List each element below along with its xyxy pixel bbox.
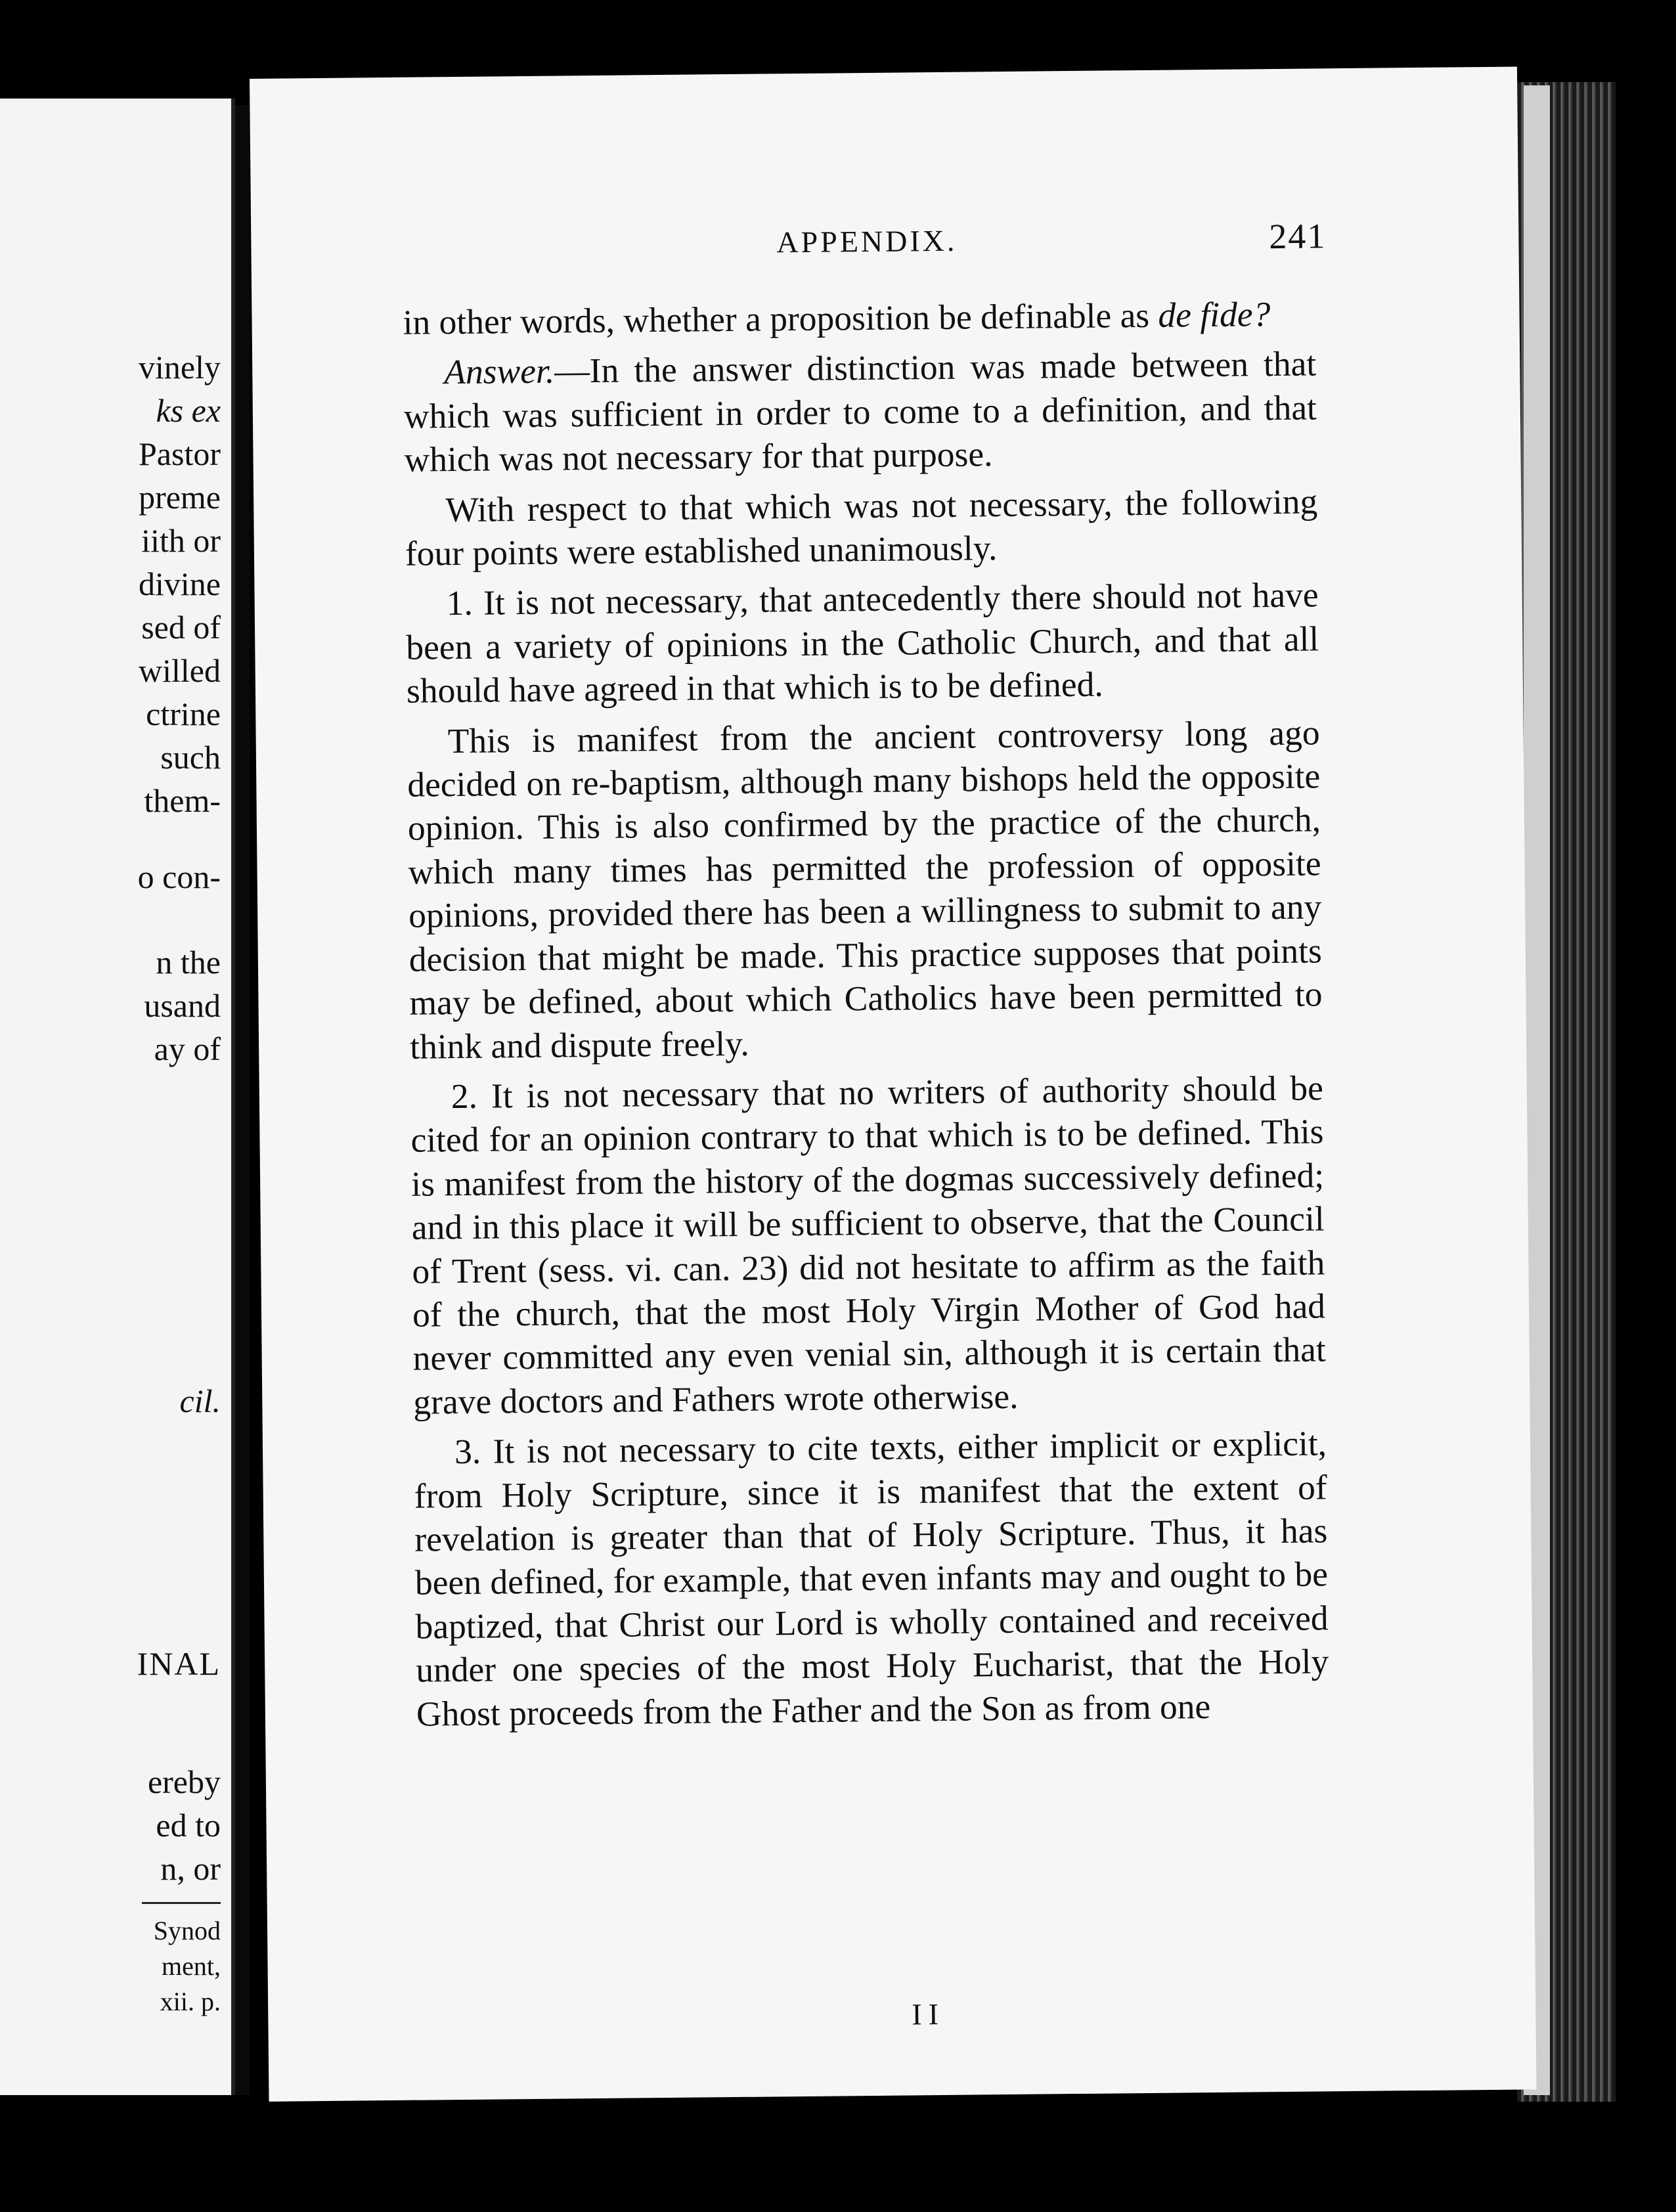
paragraph: in other words, whether a proposition be definable as de fide? <box>403 294 1271 342</box>
running-head <box>527 216 1327 259</box>
paragraph: 1. It is not necessary, that antecedently there should not have been a variety of opinions in the Catholic Church, and that all should have agreed in that which is to be defined. <box>406 575 1319 711</box>
footnote-rule <box>142 1902 221 1904</box>
left-line: cil. <box>179 1382 221 1419</box>
left-line: o con- <box>137 858 221 895</box>
left-line: ay of <box>154 1030 221 1067</box>
left-line: divine <box>139 565 221 602</box>
left-line: preme <box>139 479 221 516</box>
paragraph: This is manifest from the ancient controversy long ago decided on re-baptism, although many bishops held the opposite opinion. This is also confirmed by the practice of the church, which many times has permitted the profession of opposite opinions, provided there has been a willingness to submit to any decision that might be made. This practice supposes that points may be defined, about which Catholics have been permitted to think and dispute freely. <box>407 713 1323 1067</box>
left-line: n, or <box>160 1850 221 1887</box>
right-page <box>250 66 1536 2101</box>
page-number: 241 <box>1269 216 1327 257</box>
left-line: INAL <box>137 1645 221 1682</box>
paragraph: Answer.—In the answer distinction was made between that which was sufficient in order to come to a definition, and that which was not necessary for that purpose. <box>403 343 1317 479</box>
paragraph: 3. It is not necessary to cite texts, either implicit or explicit, from Holy Scripture, since it is manifest that the extent of revelation is greater than that of Holy Scripture. Thus, it has been defined, for example, that even infants may and ought to be baptized, that Christ our Lord is wholly contained and received under one species of the most Holy Eucharist, that the Holy Ghost proceeds from the Father and the Son as from one <box>414 1423 1329 1734</box>
left-line: them- <box>144 782 221 819</box>
book-gutter <box>235 105 250 2095</box>
left-line: vinely <box>139 349 221 386</box>
left-line: willed <box>139 652 221 689</box>
left-line: iith or <box>141 522 221 559</box>
left-line: sed of <box>141 609 221 646</box>
left-line: ks ex <box>156 392 221 429</box>
signature-mark: II <box>912 1997 946 2031</box>
left-line: Synod <box>153 1916 221 1945</box>
left-line: usand <box>144 987 221 1024</box>
left-line: n the <box>156 944 221 981</box>
running-title: APPENDIX. <box>776 223 958 259</box>
left-line: ment, <box>162 1951 221 1981</box>
left-line: ed to <box>156 1807 221 1844</box>
left-line: xii. p. <box>160 1987 221 2016</box>
left-facing-page <box>0 99 235 2095</box>
paragraph: With respect to that which was not necessary, the following four points were established unanimously. <box>405 481 1318 573</box>
left-line: ctrine <box>146 696 221 732</box>
left-line: such <box>160 739 221 776</box>
left-line: Pastor <box>139 435 221 472</box>
paragraph: 2. It is not necessary that no writers of authority should be cited for an opinion contrary to that which is to be defined. This is manifest from the history of the dogmas successively defined; and in this place it will be sufficient to observe, that the Council of Trent (sess. vi. can. 23) did not hesitate to affirm as the faith of the church, that the most Holy Virgin Mother of God had never committed any even venial sin, although it is certain that grave doctors and Fathers wrote otherwise. <box>410 1068 1326 1422</box>
page-body <box>403 292 1329 1735</box>
left-line: ereby <box>147 1763 221 1800</box>
